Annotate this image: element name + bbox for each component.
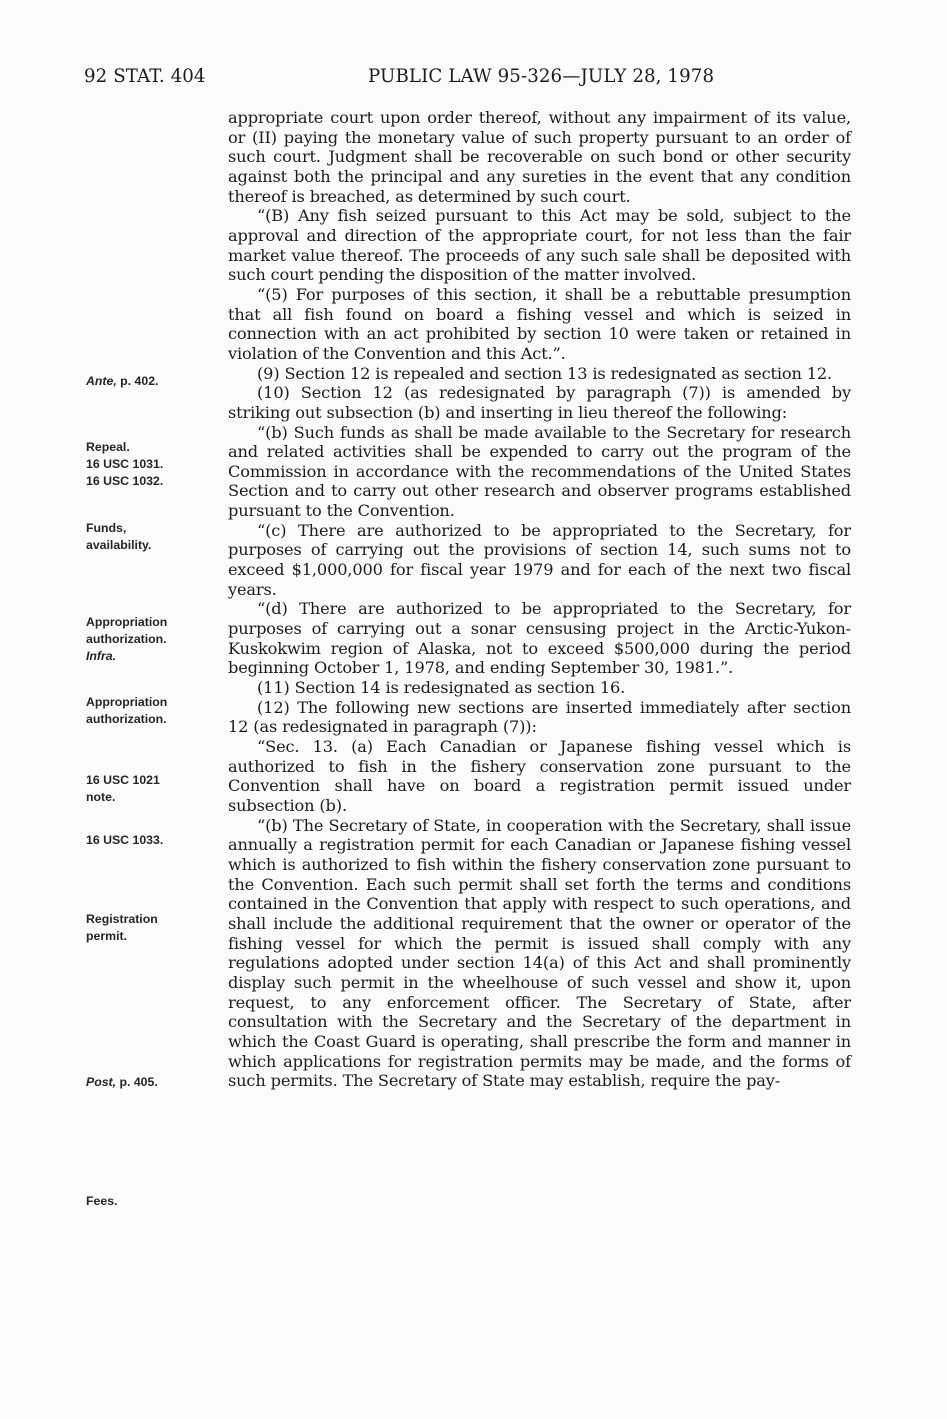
margin-note-usc-1021-line1: 16 USC 1021 <box>86 773 160 787</box>
margin-note-repeal-label: Repeal. <box>86 440 130 454</box>
paragraph-12-new-sections: (12) The following new sections are inserted immediately after section 12 (as redesignated in paragraph (7)): <box>228 697 851 737</box>
margin-note-appropriation-1 <box>86 614 216 665</box>
margin-note-approp2-line1: Appropriation <box>86 695 168 709</box>
paragraph-d-appropriation: “(d) There are authorized to be appropriated to the Secretary, for purposes of carrying out a sonar censusing project in the Arctic-Yukon-Kuskokwim region of Alaska, not to exceed $500,000 during the period beginning October 1, 1978, and ending September 30, 1981.”. <box>228 599 851 678</box>
margin-note-ante-italic: Ante, <box>86 374 117 388</box>
margin-note-fees-label: Fees. <box>86 1194 118 1208</box>
paragraph-sec-13-a: “Sec. 13. (a) Each Canadian or Japanese fishing vessel which is authorized to fish in the fishery conservation zone pursuant to the Convention shall have on board a registration permit issued under subsection (b). <box>228 737 851 815</box>
margin-note-registration <box>86 911 216 945</box>
paragraph-10-amendment: (10) Section 12 (as redesignated by paragraph (7)) is amended by striking out subsection (b) and inserting in lieu thereof the following: <box>228 383 851 422</box>
paragraph-b-funds: “(b) Such funds as shall be made available to the Secretary for research and related activities shall be expended to carry out the program of the Commission in accordance with the recommendations of the United States Section and to carry out other research and observer programs established pursuant to the Convention. <box>228 422 851 521</box>
margin-note-post-italic: Post, <box>86 1075 117 1089</box>
paragraph-b-fish-seized: “(B) Any fish seized pursuant to this Act may be sold, subject to the approval and direction of the appropriate court, for not less than the fair market value thereof. The proceeds of any such sale shall be deposited with such court pending the disposition of the matter involved. <box>228 206 851 285</box>
margin-note-registration-line2: permit. <box>86 929 127 943</box>
margin-note-funds <box>86 520 216 554</box>
margin-note-post <box>86 1074 216 1091</box>
margin-note-usc-1032: 16 USC 1032. <box>86 474 164 488</box>
paragraph-c-appropriation: “(c) There are authorized to be appropriated to the Secretary, for purposes of carrying out the provisions of section 14, such sums not to exceed $1,000,000 for fiscal year 1979 and for each of the next two fiscal years. <box>228 520 851 599</box>
margin-note-usc-1033-label: 16 USC 1033. <box>86 833 164 847</box>
margin-note-appropriation-2 <box>86 694 216 728</box>
margin-note-repeal <box>86 439 216 490</box>
public-law-title: PUBLIC LAW 95-326—JULY 28, 1978 <box>368 66 715 87</box>
margin-note-approp1-line3: Infra. <box>86 649 117 663</box>
paragraph-11-redesignation: (11) Section 14 is redesignated as section 16. <box>257 678 626 698</box>
paragraph-5-presumption: “(5) For purposes of this section, it shall be a rebuttable presumption that all fish found on board a fishing vessel and which is seized in connection with an act prohibited by section 10 were taken or retained in violation of the Convention and this Act.”. <box>228 284 851 363</box>
margin-note-usc-1021-line2: note. <box>86 790 116 804</box>
paragraph-9-repeal: (9) Section 12 is repealed and section 13 is redesignated as section 12. <box>257 363 833 383</box>
paragraph-sec-13-b: “(b) The Secretary of State, in cooperation with the Secretary, shall issue annually a registration permit for each Canadian or Japanese fishing vessel which is authorized to fish within the fishery conservation zone pursuant to the Convention. Each such permit shall set forth the terms and conditions contained in the Convention that apply with respect to such operations, and shall include the additional requirement that the owner or operator of the fishing vessel for which the permit is issued shall comply with any regulations adopted under section 14(a) of this Act and shall prominently display such permit in the wheelhouse of such vessel and show it, upon request, to any enforcement officer. The Secretary of State, after consultation with the Secretary and the Secretary of the department in which the Coast Guard is operating, shall prescribe the form and manner in which applications for registration permits may be made, and the forms of such permits. The Secretary of State may establish, require the pay- <box>228 815 851 1091</box>
margin-note-approp2-line2: authorization. <box>86 712 167 726</box>
page-header <box>84 66 854 88</box>
paragraph-continuation: appropriate court upon order thereof, without any impairment of its value, or (II) paying the monetary value of such property pursuant to an order of such court. Judgment shall be recoverable on such bond or other security against both the principal and any sureties in the event that any condition thereof is breached, as determined by such court. <box>228 108 851 206</box>
margin-note-approp1-line2: authorization. <box>86 632 167 646</box>
margin-note-approp1-line1: Appropriation <box>86 615 168 629</box>
statute-body-text <box>228 108 851 1091</box>
margin-note-ante <box>86 373 216 390</box>
margin-note-funds-line1: Funds, <box>86 521 127 535</box>
statute-page-number: 92 STAT. 404 <box>84 66 206 87</box>
margin-note-usc-1031: 16 USC 1031. <box>86 457 164 471</box>
margin-note-fees <box>86 1193 216 1210</box>
margin-note-registration-line1: Registration <box>86 912 158 926</box>
margin-note-ante-page: p. 402. <box>116 374 159 388</box>
margin-note-usc-1033 <box>86 832 216 849</box>
margin-note-post-page: p. 405. <box>116 1075 158 1089</box>
margin-note-funds-line2: availability. <box>86 538 152 552</box>
margin-note-usc-1021 <box>86 772 216 806</box>
